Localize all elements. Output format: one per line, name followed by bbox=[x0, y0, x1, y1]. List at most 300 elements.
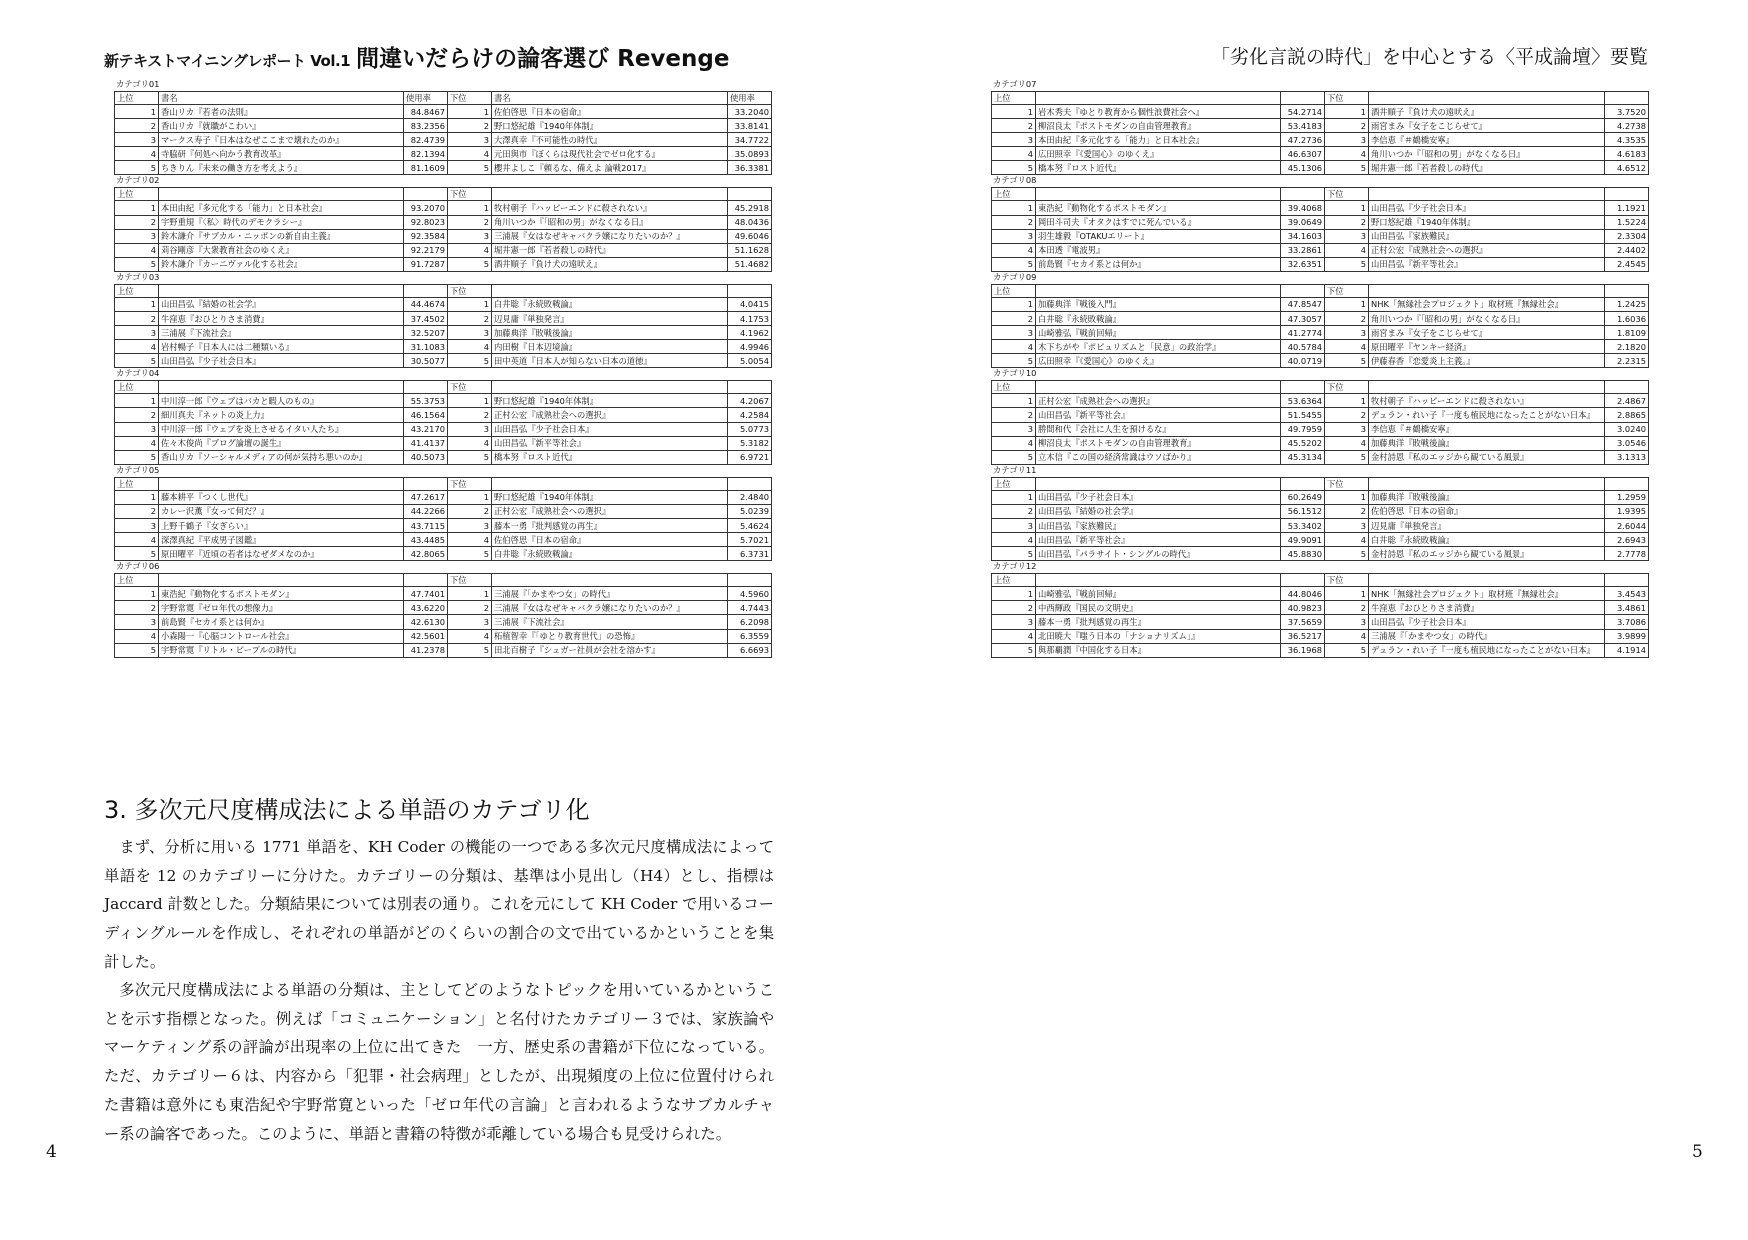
rank-cell: 3 bbox=[448, 518, 492, 532]
table-row bbox=[992, 119, 1649, 133]
table-row bbox=[992, 533, 1649, 547]
top-rate-cell: 49.7959 bbox=[1281, 422, 1325, 436]
top-rate-cell: 82.1394 bbox=[404, 147, 448, 161]
top-book-cell: 羽生雄毅『OTAKUエリート』 bbox=[1036, 229, 1281, 243]
bottom-rate-cell: 48.0436 bbox=[728, 215, 772, 229]
bottom-rate-cell: 4.2738 bbox=[1605, 119, 1649, 133]
header-cell bbox=[404, 573, 448, 586]
table-row bbox=[115, 326, 772, 340]
ranking-table bbox=[114, 477, 772, 562]
top-book-cell: 木下ちがや『ポピュリズムと「民意」の政治学』 bbox=[1036, 340, 1281, 354]
rank-cell: 4 bbox=[1325, 533, 1369, 547]
ranking-table bbox=[114, 573, 772, 658]
header-cell: 使用率 bbox=[728, 91, 772, 104]
top-book-cell: 香山リカ『就職がこわい』 bbox=[159, 119, 404, 133]
rank-cell: 5 bbox=[1325, 547, 1369, 561]
top-rate-cell: 46.6307 bbox=[1281, 147, 1325, 161]
rank-cell: 4 bbox=[448, 340, 492, 354]
header-cell bbox=[728, 284, 772, 297]
rank-cell: 4 bbox=[992, 436, 1036, 450]
top-rate-cell: 51.5455 bbox=[1281, 408, 1325, 422]
table-row bbox=[115, 504, 772, 518]
top-rate-cell: 41.4137 bbox=[404, 436, 448, 450]
top-book-cell: 本田由紀『多元化する「能力」と日本社会』 bbox=[1036, 133, 1281, 147]
bottom-book-cell: 白井聡『永続敗戦論』 bbox=[492, 547, 728, 561]
running-header-right: 「劣化言説の時代」を中心とする〈平成論壇〉要覧 bbox=[1210, 46, 1648, 68]
bottom-book-cell: NHK「無縁社会プロジェクト」取材班『無縁社会』 bbox=[1369, 297, 1605, 311]
rank-cell: 3 bbox=[115, 229, 159, 243]
top-rate-cell: 47.8547 bbox=[1281, 297, 1325, 311]
category-block bbox=[114, 561, 771, 657]
bottom-book-cell: 野口悠紀雄『1940年体制』 bbox=[492, 394, 728, 408]
table-row bbox=[115, 340, 772, 354]
bottom-rate-cell: 5.0239 bbox=[728, 504, 772, 518]
rank-cell: 5 bbox=[448, 643, 492, 657]
bottom-rate-cell: 2.4840 bbox=[728, 490, 772, 504]
header-cell: 下位 bbox=[448, 477, 492, 490]
bottom-book-cell: 田中英道『日本人が知らない日本の道徳』 bbox=[492, 354, 728, 368]
top-rate-cell: 44.4674 bbox=[404, 297, 448, 311]
table-row bbox=[992, 504, 1649, 518]
category-block bbox=[991, 79, 1648, 175]
table-row bbox=[992, 326, 1649, 340]
rank-cell: 5 bbox=[992, 161, 1036, 175]
rank-cell: 3 bbox=[1325, 229, 1369, 243]
category-title: カテゴリ12 bbox=[993, 561, 1037, 572]
rank-cell: 1 bbox=[1325, 394, 1369, 408]
header-cell bbox=[492, 284, 728, 297]
top-book-cell: 山田昌弘『家族難民』 bbox=[1036, 518, 1281, 532]
top-rate-cell: 39.4068 bbox=[1281, 201, 1325, 215]
rank-cell: 5 bbox=[115, 450, 159, 464]
top-rate-cell: 47.2617 bbox=[404, 490, 448, 504]
table-row bbox=[115, 201, 772, 215]
bottom-rate-cell: 4.5960 bbox=[728, 587, 772, 601]
top-rate-cell: 32.5207 bbox=[404, 326, 448, 340]
table-header-row bbox=[115, 284, 772, 297]
top-rate-cell: 49.9091 bbox=[1281, 533, 1325, 547]
table-row bbox=[992, 215, 1649, 229]
rank-cell: 3 bbox=[992, 422, 1036, 436]
rank-cell: 3 bbox=[992, 326, 1036, 340]
top-book-cell: 山崎雅弘『戦前回帰』 bbox=[1036, 326, 1281, 340]
bottom-rate-cell: 4.1753 bbox=[728, 311, 772, 325]
bottom-book-cell: 藤本一勇『批判感覚の再生』 bbox=[492, 518, 728, 532]
rank-cell: 5 bbox=[115, 643, 159, 657]
bottom-rate-cell: 5.0054 bbox=[728, 354, 772, 368]
top-rate-cell: 53.6364 bbox=[1281, 394, 1325, 408]
top-rate-cell: 42.5601 bbox=[404, 629, 448, 643]
rank-cell: 4 bbox=[115, 436, 159, 450]
header-cell bbox=[1605, 381, 1649, 394]
table-row bbox=[115, 547, 772, 561]
header-cell: 上位 bbox=[992, 188, 1036, 201]
rank-cell: 4 bbox=[448, 243, 492, 257]
rank-cell: 1 bbox=[448, 394, 492, 408]
top-book-cell: 中川淳一郎『ウェブを炎上させるイタい人たち』 bbox=[159, 422, 404, 436]
category-title: カテゴリ03 bbox=[116, 271, 160, 282]
rank-cell: 1 bbox=[448, 297, 492, 311]
bottom-rate-cell: 4.6512 bbox=[1605, 161, 1649, 175]
table-row bbox=[992, 422, 1649, 436]
top-rate-cell: 31.1083 bbox=[404, 340, 448, 354]
rank-cell: 4 bbox=[115, 629, 159, 643]
bottom-rate-cell: 4.1962 bbox=[728, 326, 772, 340]
rank-cell: 5 bbox=[1325, 643, 1369, 657]
bottom-rate-cell: 1.1921 bbox=[1605, 201, 1649, 215]
ranking-table bbox=[991, 573, 1649, 658]
top-rate-cell: 43.2170 bbox=[404, 422, 448, 436]
rank-cell: 4 bbox=[1325, 436, 1369, 450]
category-title: カテゴリ05 bbox=[116, 464, 160, 475]
category-title: カテゴリ08 bbox=[993, 175, 1037, 186]
top-rate-cell: 47.3057 bbox=[1281, 311, 1325, 325]
top-book-cell: 細川真夫『ネットの炎上力』 bbox=[159, 408, 404, 422]
bottom-book-cell: 正村公宏『成熟社会への選択』 bbox=[492, 504, 728, 518]
top-book-cell: 藤本一勇『批判感覚の再生』 bbox=[1036, 615, 1281, 629]
rank-cell: 2 bbox=[448, 311, 492, 325]
rank-cell: 3 bbox=[448, 133, 492, 147]
category-block bbox=[114, 272, 771, 368]
table-row bbox=[992, 147, 1649, 161]
header-cell bbox=[728, 573, 772, 586]
top-book-cell: 岡田斗司夫『オタクはすでに死んでいる』 bbox=[1036, 215, 1281, 229]
top-book-cell: 原田曜平『近頃の若者はなぜダメなのか』 bbox=[159, 547, 404, 561]
table-header-row bbox=[992, 284, 1649, 297]
table-row bbox=[115, 408, 772, 422]
top-book-cell: 中西輝政『国民の文明史』 bbox=[1036, 601, 1281, 615]
rank-cell: 3 bbox=[1325, 518, 1369, 532]
bottom-book-cell: 辺見庸『単独発言』 bbox=[492, 311, 728, 325]
table-header-row bbox=[115, 477, 772, 490]
top-book-cell: 佐々木俊尚『ブログ論壇の誕生』 bbox=[159, 436, 404, 450]
top-rate-cell: 44.2266 bbox=[404, 504, 448, 518]
top-rate-cell: 40.5073 bbox=[404, 450, 448, 464]
table-row bbox=[115, 354, 772, 368]
top-book-cell: 山田昌弘『結婚の社会学』 bbox=[1036, 504, 1281, 518]
table-row bbox=[992, 257, 1649, 271]
bottom-book-cell: 李信恵『＃鶴橋安寧』 bbox=[1369, 133, 1605, 147]
rank-cell: 1 bbox=[115, 587, 159, 601]
bottom-book-cell: 雨宮まみ『女子をこじらせて』 bbox=[1369, 326, 1605, 340]
rank-cell: 2 bbox=[992, 311, 1036, 325]
bottom-rate-cell: 3.1313 bbox=[1605, 450, 1649, 464]
rank-cell: 3 bbox=[992, 229, 1036, 243]
bottom-book-cell: 野口悠紀雄『1940年体制』 bbox=[492, 119, 728, 133]
top-rate-cell: 45.1306 bbox=[1281, 161, 1325, 175]
rank-cell: 5 bbox=[115, 257, 159, 271]
bottom-rate-cell: 33.8141 bbox=[728, 119, 772, 133]
bottom-book-cell: 元田與市『ぼくらは現代社会でゼロ化する』 bbox=[492, 147, 728, 161]
header-cell bbox=[1369, 284, 1605, 297]
rank-cell: 2 bbox=[1325, 504, 1369, 518]
table-row bbox=[992, 601, 1649, 615]
bottom-book-cell: 牧村朝子『ハッピーエンドに殺されない』 bbox=[492, 201, 728, 215]
top-book-cell: 三浦展『下流社会』 bbox=[159, 326, 404, 340]
rank-cell: 2 bbox=[1325, 408, 1369, 422]
bottom-book-cell: 佐伯啓思『日本の宿命』 bbox=[1369, 504, 1605, 518]
bottom-book-cell: 田北百樹子『シュガー社員が会社を溶かす』 bbox=[492, 643, 728, 657]
top-book-cell: カレー沢薫『女って何だ？』 bbox=[159, 504, 404, 518]
rank-cell: 1 bbox=[1325, 587, 1369, 601]
top-rate-cell: 32.6351 bbox=[1281, 257, 1325, 271]
bottom-book-cell: 伊藤春香『恋愛炎上主義。』 bbox=[1369, 354, 1605, 368]
top-rate-cell: 46.1564 bbox=[404, 408, 448, 422]
ranking-table bbox=[991, 187, 1649, 272]
rank-cell: 3 bbox=[115, 422, 159, 436]
top-book-cell: 宇野常寛『リトル・ピープルの時代』 bbox=[159, 643, 404, 657]
bottom-book-cell: 金村詩恩『私のエッジから観ている風景』 bbox=[1369, 547, 1605, 561]
bottom-rate-cell: 5.0773 bbox=[728, 422, 772, 436]
bottom-book-cell: 堀井憲一郎『若者殺しの時代』 bbox=[492, 243, 728, 257]
header-cell bbox=[159, 381, 404, 394]
rank-cell: 4 bbox=[115, 243, 159, 257]
bottom-rate-cell: 3.9899 bbox=[1605, 629, 1649, 643]
bottom-rate-cell: 1.2959 bbox=[1605, 490, 1649, 504]
table-row bbox=[992, 547, 1649, 561]
top-rate-cell: 45.3134 bbox=[1281, 450, 1325, 464]
table-row bbox=[992, 133, 1649, 147]
top-book-cell: 広田照幸『《愛国心》のゆくえ』 bbox=[1036, 354, 1281, 368]
header-cell bbox=[1369, 573, 1605, 586]
rank-cell: 3 bbox=[115, 615, 159, 629]
bottom-book-cell: 三浦展『女はなぜキャバクラ嬢になりたいのか？』 bbox=[492, 229, 728, 243]
bottom-book-cell: NHK「無縁社会プロジェクト」取材班『無縁社会』 bbox=[1369, 587, 1605, 601]
table-row bbox=[115, 243, 772, 257]
rank-cell: 2 bbox=[992, 504, 1036, 518]
bottom-rate-cell: 45.2918 bbox=[728, 201, 772, 215]
top-book-cell: 中川淳一郎『ウェブはバカと暇人のもの』 bbox=[159, 394, 404, 408]
top-rate-cell: 42.6130 bbox=[404, 615, 448, 629]
rank-cell: 5 bbox=[992, 450, 1036, 464]
header-cell bbox=[159, 573, 404, 586]
table-row bbox=[992, 201, 1649, 215]
rank-cell: 5 bbox=[1325, 161, 1369, 175]
bottom-rate-cell: 4.3535 bbox=[1605, 133, 1649, 147]
bottom-book-cell: 加藤典洋『敗戦後論』 bbox=[1369, 436, 1605, 450]
table-row bbox=[992, 490, 1649, 504]
top-rate-cell: 81.1609 bbox=[404, 161, 448, 175]
bottom-book-cell: 堀井憲一郎『若者殺しの時代』 bbox=[1369, 161, 1605, 175]
top-rate-cell: 43.7115 bbox=[404, 518, 448, 532]
rank-cell: 4 bbox=[1325, 629, 1369, 643]
rank-cell: 1 bbox=[1325, 104, 1369, 118]
header-cell bbox=[492, 188, 728, 201]
rank-cell: 1 bbox=[115, 104, 159, 118]
top-book-cell: 白井聡『永続敗戦論』 bbox=[1036, 311, 1281, 325]
rank-cell: 2 bbox=[448, 119, 492, 133]
category-title: カテゴリ01 bbox=[116, 79, 160, 89]
bottom-book-cell: 山田昌弘『新平等社会』 bbox=[492, 436, 728, 450]
top-rate-cell: 93.2070 bbox=[404, 201, 448, 215]
table-row bbox=[992, 518, 1649, 532]
table-row bbox=[115, 311, 772, 325]
bottom-rate-cell: 4.7443 bbox=[728, 601, 772, 615]
top-book-cell: 小森陽一『心脳コントロール社会』 bbox=[159, 629, 404, 643]
rank-cell: 4 bbox=[992, 243, 1036, 257]
bottom-book-cell: 李信恵『＃鶴橋安寧』 bbox=[1369, 422, 1605, 436]
header-cell: 上位 bbox=[992, 477, 1036, 490]
rank-cell: 5 bbox=[1325, 354, 1369, 368]
rank-cell: 3 bbox=[448, 615, 492, 629]
bottom-book-cell: 三浦展『「かまやつ女」の時代』 bbox=[492, 587, 728, 601]
rank-cell: 4 bbox=[992, 340, 1036, 354]
rank-cell: 4 bbox=[1325, 243, 1369, 257]
bottom-rate-cell: 51.1628 bbox=[728, 243, 772, 257]
bottom-rate-cell: 2.2315 bbox=[1605, 354, 1649, 368]
bottom-book-cell: 柘植智幸『「ゆとり教育世代」の恐怖』 bbox=[492, 629, 728, 643]
bottom-rate-cell: 2.4545 bbox=[1605, 257, 1649, 271]
rank-cell: 1 bbox=[448, 201, 492, 215]
top-rate-cell: 39.0649 bbox=[1281, 215, 1325, 229]
top-rate-cell: 83.2356 bbox=[404, 119, 448, 133]
bottom-rate-cell: 4.0415 bbox=[728, 297, 772, 311]
table-header-row bbox=[992, 573, 1649, 586]
rank-cell: 2 bbox=[1325, 311, 1369, 325]
table-row bbox=[115, 422, 772, 436]
top-rate-cell: 92.2179 bbox=[404, 243, 448, 257]
rank-cell: 1 bbox=[992, 490, 1036, 504]
top-book-cell: 與那覇潤『中国化する日本』 bbox=[1036, 643, 1281, 657]
bottom-book-cell: 野口悠紀雄『1940年体制』 bbox=[1369, 215, 1605, 229]
bottom-book-cell: 山田昌弘『家族難民』 bbox=[1369, 229, 1605, 243]
header-cell bbox=[492, 477, 728, 490]
bottom-book-cell: 野口悠紀雄『1940年体制』 bbox=[492, 490, 728, 504]
header-cell bbox=[1369, 188, 1605, 201]
bottom-rate-cell: 2.6044 bbox=[1605, 518, 1649, 532]
category-block bbox=[114, 175, 771, 271]
rank-cell: 2 bbox=[992, 408, 1036, 422]
rank-cell: 3 bbox=[448, 229, 492, 243]
top-book-cell: 東浩紀『動物化するポストモダン』 bbox=[159, 587, 404, 601]
top-rate-cell: 45.8830 bbox=[1281, 547, 1325, 561]
table-header-row bbox=[992, 91, 1649, 104]
bottom-rate-cell: 2.3304 bbox=[1605, 229, 1649, 243]
top-book-cell: 鈴木謙介『カーニヴァル化する社会』 bbox=[159, 257, 404, 271]
rank-cell: 4 bbox=[448, 147, 492, 161]
running-header-left bbox=[104, 40, 729, 73]
bottom-rate-cell: 3.0240 bbox=[1605, 422, 1649, 436]
rank-cell: 3 bbox=[992, 133, 1036, 147]
rank-cell: 3 bbox=[992, 518, 1036, 532]
header-cell bbox=[492, 573, 728, 586]
rank-cell: 5 bbox=[115, 161, 159, 175]
page-number-right: 5 bbox=[1692, 1142, 1703, 1162]
rank-cell: 1 bbox=[115, 394, 159, 408]
bottom-book-cell: 山田昌弘『少子社会日本』 bbox=[1369, 201, 1605, 215]
table-header-row bbox=[992, 381, 1649, 394]
bottom-book-cell: 白井聡『永続敗戦論』 bbox=[492, 297, 728, 311]
table-row bbox=[992, 297, 1649, 311]
bottom-book-cell: 佐伯啓思『日本の宿命』 bbox=[492, 533, 728, 547]
rank-cell: 1 bbox=[1325, 297, 1369, 311]
top-book-cell: 立木信『この国の経済常識はウソばかり』 bbox=[1036, 450, 1281, 464]
bottom-rate-cell: 6.2098 bbox=[728, 615, 772, 629]
top-rate-cell: 36.5217 bbox=[1281, 629, 1325, 643]
bottom-book-cell: デュラン・れい子『一度も植民地になったことがない日本』 bbox=[1369, 408, 1605, 422]
top-book-cell: 柳沼良太『ポストモダンの自由管理教育』 bbox=[1036, 119, 1281, 133]
category-title: カテゴリ07 bbox=[993, 79, 1037, 89]
bottom-rate-cell: 33.2040 bbox=[728, 104, 772, 118]
header-cell: 使用率 bbox=[404, 91, 448, 104]
rank-cell: 1 bbox=[992, 104, 1036, 118]
header-cell: 下位 bbox=[1325, 284, 1369, 297]
header-cell: 下位 bbox=[1325, 188, 1369, 201]
top-rate-cell: 44.8046 bbox=[1281, 587, 1325, 601]
top-rate-cell: 36.1968 bbox=[1281, 643, 1325, 657]
header-cell: 上位 bbox=[115, 573, 159, 586]
rank-cell: 4 bbox=[448, 436, 492, 450]
header-cell bbox=[1605, 91, 1649, 104]
top-rate-cell: 82.4739 bbox=[404, 133, 448, 147]
header-cell: 上位 bbox=[115, 284, 159, 297]
top-book-cell: 宇野常寛『ゼロ年代の想像力』 bbox=[159, 601, 404, 615]
header-cell bbox=[1281, 91, 1325, 104]
top-rate-cell: 37.4502 bbox=[404, 311, 448, 325]
table-row bbox=[115, 119, 772, 133]
bottom-rate-cell: 4.9946 bbox=[728, 340, 772, 354]
bottom-book-cell: 山田昌弘『少子社会日本』 bbox=[492, 422, 728, 436]
bottom-rate-cell: 2.1820 bbox=[1605, 340, 1649, 354]
top-book-cell: 鈴木謙介『サブカル・ニッポンの新自由主義』 bbox=[159, 229, 404, 243]
header-cell: 上位 bbox=[992, 381, 1036, 394]
rank-cell: 4 bbox=[992, 629, 1036, 643]
rank-cell: 2 bbox=[1325, 119, 1369, 133]
bottom-book-cell: 正村公宏『成熟社会への選択』 bbox=[492, 408, 728, 422]
body-paragraph-1: まず、分析に用いる 1771 単語を、KH Coder の機能の一つである多次元尺度構成法によって単語を 12 のカテゴリーに分けた。カテゴリーの分類は、基準は小見出し（H4）とし、指標は Jaccard 計数とした。分類結果については別表の通り。これを元にして KH Coder で用いるコーディングルールを作成し、それぞれの単語がどのくらいの割合の文で出ているかということを集計した。 bbox=[104, 838, 774, 971]
header-cell bbox=[1369, 381, 1605, 394]
bottom-book-cell: 大澤真幸『不可能性の時代』 bbox=[492, 133, 728, 147]
bottom-rate-cell: 1.9395 bbox=[1605, 504, 1649, 518]
top-book-cell: 岩村暢子『日本人には二種類いる』 bbox=[159, 340, 404, 354]
bottom-book-cell: 金村詩恩『私のエッジから観ている風景』 bbox=[1369, 450, 1605, 464]
header-cell bbox=[404, 477, 448, 490]
ranking-table bbox=[114, 284, 772, 369]
top-book-cell: 山田昌弘『結婚の社会学』 bbox=[159, 297, 404, 311]
top-book-cell: 山田昌弘『パラサイト・シングルの時代』 bbox=[1036, 547, 1281, 561]
bottom-rate-cell: 3.7086 bbox=[1605, 615, 1649, 629]
table-row bbox=[115, 615, 772, 629]
rank-cell: 1 bbox=[115, 201, 159, 215]
header-cell bbox=[1605, 188, 1649, 201]
rank-cell: 1 bbox=[992, 587, 1036, 601]
rank-cell: 3 bbox=[1325, 422, 1369, 436]
header-cell bbox=[1036, 188, 1281, 201]
rank-cell: 4 bbox=[115, 533, 159, 547]
rank-cell: 3 bbox=[1325, 615, 1369, 629]
bottom-book-cell: 山田昌弘『新平等社会』 bbox=[1369, 257, 1605, 271]
header-cell bbox=[404, 284, 448, 297]
rank-cell: 2 bbox=[448, 601, 492, 615]
header-cell bbox=[1036, 381, 1281, 394]
top-book-cell: 柳沼良太『ポストモダンの自由管理教育』 bbox=[1036, 436, 1281, 450]
category-block bbox=[991, 272, 1648, 368]
top-rate-cell: 53.4183 bbox=[1281, 119, 1325, 133]
bottom-rate-cell: 36.3381 bbox=[728, 161, 772, 175]
top-rate-cell: 40.9823 bbox=[1281, 601, 1325, 615]
table-row bbox=[115, 518, 772, 532]
header-cell bbox=[159, 477, 404, 490]
bottom-book-cell: 酒井順子『負け犬の遠吠え』 bbox=[1369, 104, 1605, 118]
rank-cell: 5 bbox=[448, 450, 492, 464]
top-book-cell: 深澤真紀『平成男子図鑑』 bbox=[159, 533, 404, 547]
bottom-rate-cell: 2.4867 bbox=[1605, 394, 1649, 408]
top-rate-cell: 40.0719 bbox=[1281, 354, 1325, 368]
bottom-book-cell: 原田曜平『ヤンキー経済』 bbox=[1369, 340, 1605, 354]
header-cell bbox=[1036, 91, 1281, 104]
table-row bbox=[115, 161, 772, 175]
top-book-cell: 北田暁大『嗤う日本の「ナショナリズム」』 bbox=[1036, 629, 1281, 643]
